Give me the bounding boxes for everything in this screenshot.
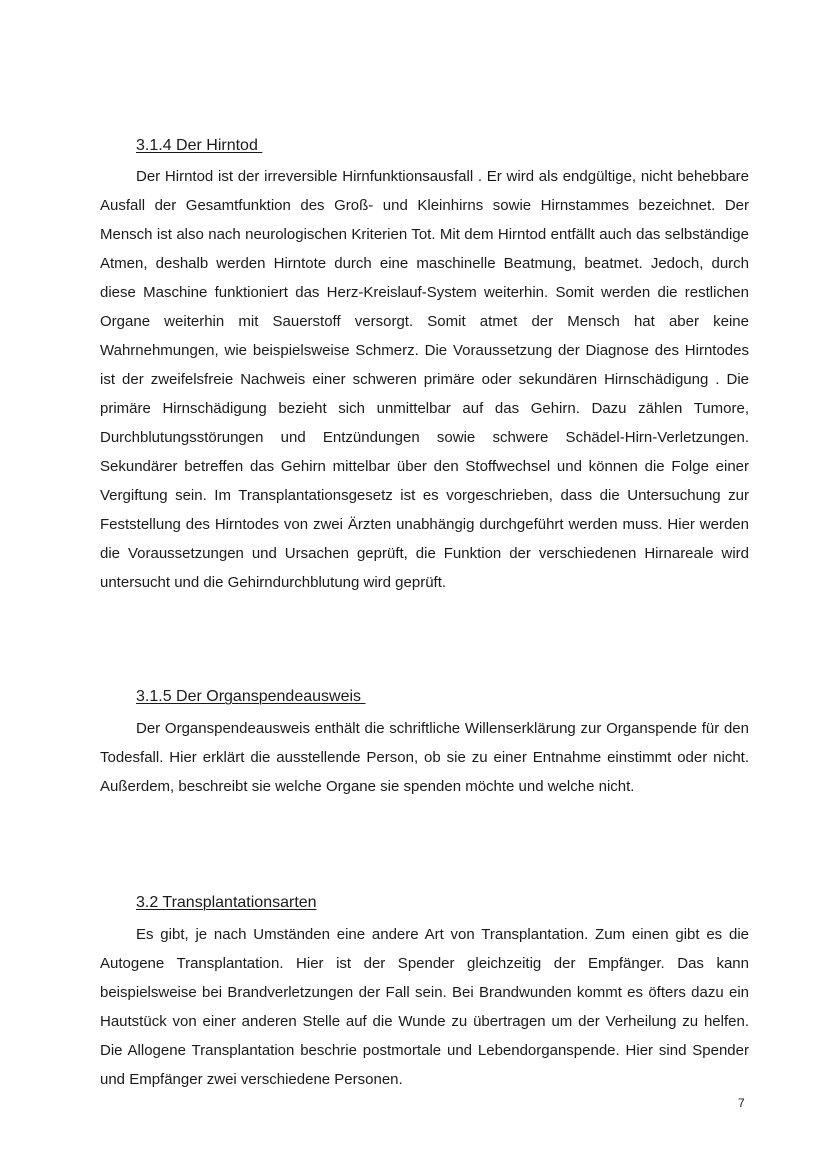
- section-paragraph: Der Organspendeausweis enthält die schriftliche Willenserklärung zur Organspende für den Todesfall. Hier erklärt die ausstellende Person, ob sie zu einer Entnahme einstimmt oder nicht. Außerdem, beschreibt sie welche Organe sie spenden möchte und welche nicht.: [100, 720, 749, 795]
- section-heading: 3.1.4 Der Hirntod: [136, 137, 263, 154]
- section-paragraph: Es gibt, je nach Umständen eine andere Art von Transplantation. Zum einen gibt es die Autogene Transplantation. Hier ist der Spender gleichzeitig der Empfänger. Das kann beispielsweise bei Brandverletzungen der Fall sein. Bei Brandwunden kommt es öfters dazu ein Hautstück von einer anderen Stelle auf die Wunde zu übertragen um der Verheilung zu helfen. Die Allogene Transplantation beschrie postmortale und Lebendorganspende. Hier sind Spender und Empfänger zwei verschiedene Personen.: [100, 926, 749, 1088]
- section-paragraph: Der Hirntod ist der irreversible Hirnfunktionsausfall . Er wird als endgültige, nicht behebbare Ausfall der Gesamtfunktion des Groß- und Kleinhirns sowie Hirnstammes bezeichnet. Der Mensch ist also nach neurologischen Kriterien Tot. Mit dem Hirntod entfällt auch das selbständige Atmen, deshalb werden Hirntote durch eine maschinelle Beatmung, beatmet. Jedoch, durch diese Maschine funktioniert das Herz-Kreislauf-System weiterhin. Somit werden die restlichen Organe weiterhin mit Sauerstoff versorgt. Somit atmet der Mensch hat aber keine Wahrnehmungen, wie beispielsweise Schmerz. Die Voraussetzung der Diagnose des Hirntodes ist der zweifelsfreie Nachweis einer schweren primäre oder sekundären Hirnschädigung . Die primäre Hirnschädigung bezieht sich unmittelbar auf das Gehirn. Dazu zählen Tumore, Durchblutungsstörungen und Entzündungen sowie schwere Schädel-Hirn-Verletzungen. Sekundärer betreffen das Gehirn mittelbar über den Stoffwechsel und können die Folge einer Vergiftung sein. Im Transplantationsgesetz ist es vorgeschrieben, dass die Untersuchung zur Feststellung des Hirntodes von zwei Ärzten unabhängig durchgeführt werden muss. Hier werden die Voraussetzungen und Ursachen geprüft, die Funktion der verschiedenen Hirnareale wird untersucht und die Gehirndurchblutung wird geprüft.: [100, 168, 749, 591]
- section-heading: 3.2 Transplantationsarten: [136, 894, 317, 911]
- section-heading: 3.1.5 Der Organspendeausweis: [136, 688, 366, 705]
- page-number: 7: [738, 1096, 745, 1110]
